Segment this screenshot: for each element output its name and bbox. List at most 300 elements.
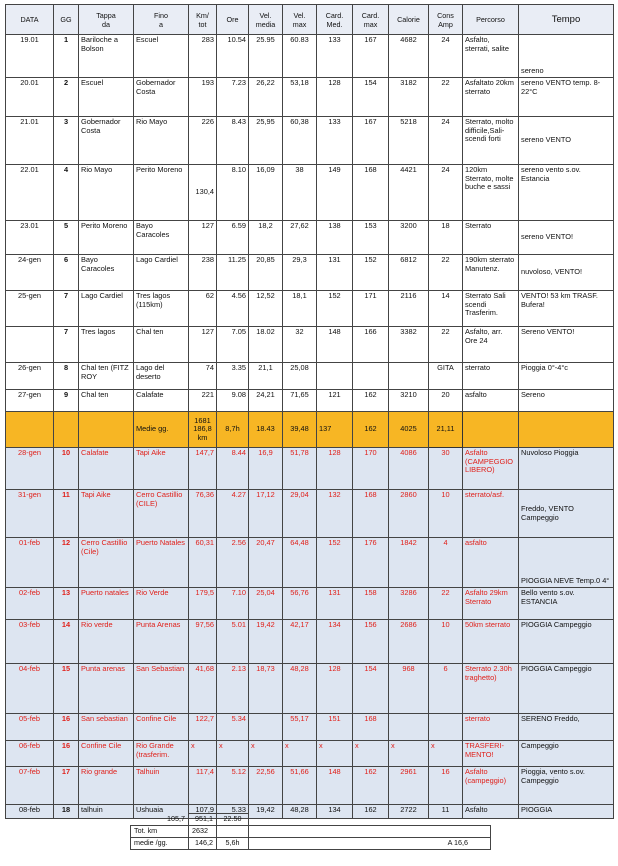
cell-cons: x	[429, 741, 463, 767]
cell-vel-media: 25,95	[249, 117, 283, 165]
cell-vel-max: 53,18	[283, 78, 317, 117]
cell-card-max: 156	[353, 620, 389, 664]
cell-km: 107,9	[189, 805, 217, 819]
cell-percorso: sterrato	[463, 714, 519, 741]
cell-a: Rio Grande (trasferim.	[134, 741, 189, 767]
cell-ore: 9.08	[217, 390, 249, 412]
cell-tempo: PIOGGIA Campeggio	[519, 664, 614, 714]
cell-card-max: 167	[353, 117, 389, 165]
cell-vel-media: 24,21	[249, 390, 283, 412]
cell-percorso: sterrato	[463, 363, 519, 390]
cell-card-med: 134	[317, 620, 353, 664]
cell-card-max: 168	[353, 490, 389, 538]
cell-card-max: 154	[353, 664, 389, 714]
cell-vel-max: 55,17	[283, 714, 317, 741]
cell-calorie	[389, 714, 429, 741]
cell-tempo: Sereno	[519, 390, 614, 412]
cell-calorie: 5218	[389, 117, 429, 165]
cell-cons: 24	[429, 165, 463, 221]
cell-vel-media: 21,1	[249, 363, 283, 390]
cell-calorie: 2686	[389, 620, 429, 664]
cell-vel-max: 48,28	[283, 664, 317, 714]
cell-data: 20.01	[6, 78, 54, 117]
cell-cons: 22	[429, 255, 463, 291]
cell-ore: 6.59	[217, 221, 249, 255]
cell-data: 02-feb	[6, 588, 54, 620]
cell-vel-media: 19,42	[249, 805, 283, 819]
totals-spacer	[249, 814, 491, 826]
tot-km-label: Tot. km	[131, 826, 189, 838]
cell-tempo: PIOGGIA	[519, 805, 614, 819]
cell-vel-max: 60.83	[283, 35, 317, 78]
cell-cons: 22	[429, 78, 463, 117]
cell-card-max: 170	[353, 448, 389, 490]
cell-card-med: 133	[317, 35, 353, 78]
table-row	[6, 714, 614, 741]
table-row	[6, 363, 614, 390]
cell-calorie: 3286	[389, 588, 429, 620]
cell-da: Puerto natales	[79, 588, 134, 620]
cell-a: Lago Cardiel	[134, 255, 189, 291]
tot-km-value: 2632	[189, 826, 217, 838]
cell-vel-max: 18,1	[283, 291, 317, 327]
cell-percorso: Asfalto 29km Sterrato	[463, 588, 519, 620]
cell-da: San sebastian	[79, 714, 134, 741]
header-fino: Fino a	[134, 5, 189, 35]
cell-vel-max: 71,65	[283, 390, 317, 412]
cell-gg: 2	[54, 78, 79, 117]
cell-percorso: Asfalto, arr. Ore 24	[463, 327, 519, 363]
cell-data: 03-feb	[6, 620, 54, 664]
cell-gg: 12	[54, 538, 79, 588]
cell-vel-media: 20,85	[249, 255, 283, 291]
cell-tempo: Pioggia, vento s.ov. Campeggio	[519, 767, 614, 805]
cell-percorso: asfalto	[463, 538, 519, 588]
cell-tempo: Nuvoloso Pioggia	[519, 448, 614, 490]
medie-gg-km: 146,2	[189, 838, 217, 850]
cell-cons: 11	[429, 805, 463, 819]
cell-da: Bayo Caracoles	[79, 255, 134, 291]
cell-gg: 7	[54, 327, 79, 363]
summary-label: Medie gg.	[134, 412, 189, 448]
cell-gg: 1	[54, 35, 79, 78]
table-row	[6, 490, 614, 538]
cell-cons: 24	[429, 35, 463, 78]
cell-vel-max: 38	[283, 165, 317, 221]
cell-a: Chal ten	[134, 327, 189, 363]
cell-km: 221	[189, 390, 217, 412]
summary-empty	[79, 412, 134, 448]
table-row	[6, 588, 614, 620]
cell-da: Rio grande	[79, 767, 134, 805]
cell-gg: 18	[54, 805, 79, 819]
cell-gg: 8	[54, 363, 79, 390]
header-vel-max: Vel. max	[283, 5, 317, 35]
cell-percorso: Sterrato Sali scendi Trasferim.	[463, 291, 519, 327]
cell-calorie: 4086	[389, 448, 429, 490]
cell-card-max: 171	[353, 291, 389, 327]
cell-tempo: PIOGGIA Campeggio	[519, 620, 614, 664]
cell-da: Lago Cardiel	[79, 291, 134, 327]
cell-ore: x	[217, 741, 249, 767]
cell-vel-media: 18.02	[249, 327, 283, 363]
table-row	[6, 664, 614, 714]
cell-ore: 4.56	[217, 291, 249, 327]
cell-km: 238	[189, 255, 217, 291]
cell-da: Chal ten	[79, 390, 134, 412]
cell-km: 74	[189, 363, 217, 390]
cell-calorie: 2860	[389, 490, 429, 538]
cell-ore: 5.12	[217, 767, 249, 805]
cell-km: x	[189, 741, 217, 767]
cell-km: 97,56	[189, 620, 217, 664]
cell-da: Confine Cile	[79, 741, 134, 767]
cell-data: 01-feb	[6, 538, 54, 588]
cell-ore: 10.54	[217, 35, 249, 78]
cell-a: Gobernador Costa	[134, 78, 189, 117]
cell-percorso: Asfaltato 20km sterrato	[463, 78, 519, 117]
cell-card-med	[317, 363, 353, 390]
cell-da: Calafate	[79, 448, 134, 490]
cell-gg: 5	[54, 221, 79, 255]
cell-km: 117,4	[189, 767, 217, 805]
cell-card-med: 152	[317, 538, 353, 588]
cell-ore: 5.34	[217, 714, 249, 741]
cell-calorie: 2722	[389, 805, 429, 819]
cell-card-med: 148	[317, 327, 353, 363]
cell-cons: 30	[429, 448, 463, 490]
summary-km: 1681 186,8 km	[189, 412, 217, 448]
cell-cons: 14	[429, 291, 463, 327]
total-ko: 105,7	[131, 814, 189, 826]
cell-vel-max: 60,38	[283, 117, 317, 165]
cell-card-med: x	[317, 741, 353, 767]
cell-gg: 3	[54, 117, 79, 165]
cell-vel-media: 25.95	[249, 35, 283, 78]
cell-card-med: 131	[317, 255, 353, 291]
header-km: Km/ tot	[189, 5, 217, 35]
summary-calorie: 4025	[389, 412, 429, 448]
cell-percorso: sterrato/asf.	[463, 490, 519, 538]
cell-percorso: TRASFERI-MENTO!	[463, 741, 519, 767]
cell-data: 26-gen	[6, 363, 54, 390]
cell-percorso: Asfalto, sterrati, salite	[463, 35, 519, 78]
cell-vel-media	[249, 714, 283, 741]
cell-percorso: 190km sterrato Manutenz.	[463, 255, 519, 291]
cell-card-max: 176	[353, 538, 389, 588]
medie-gg-amp: A 16,6	[249, 838, 491, 850]
table-row	[6, 78, 614, 117]
cell-calorie: x	[389, 741, 429, 767]
cell-da: Cerro Castillio (Cile)	[79, 538, 134, 588]
cell-km: 193	[189, 78, 217, 117]
cell-calorie: 4682	[389, 35, 429, 78]
cell-tempo: nuvoloso, VENTO!	[519, 255, 614, 291]
cell-km: 226	[189, 117, 217, 165]
cell-tempo: sereno vento s.ov. Estancia	[519, 165, 614, 221]
cell-card-med: 128	[317, 78, 353, 117]
cell-a: Confine Cile	[134, 714, 189, 741]
cell-vel-max: 27,62	[283, 221, 317, 255]
cell-ore: 7.10	[217, 588, 249, 620]
table-row	[6, 35, 614, 78]
cell-km: 130,4	[189, 165, 217, 221]
cell-gg: 10	[54, 448, 79, 490]
cell-card-med: 149	[317, 165, 353, 221]
cell-vel-max: 32	[283, 327, 317, 363]
cell-gg: 16	[54, 741, 79, 767]
cell-card-max	[353, 363, 389, 390]
cell-tempo: Campeggio	[519, 741, 614, 767]
cell-a: Tapi Aike	[134, 448, 189, 490]
cell-card-med: 128	[317, 448, 353, 490]
cell-card-max: 168	[353, 714, 389, 741]
summary-row	[6, 412, 614, 448]
cell-gg: 7	[54, 291, 79, 327]
cell-data: 21.01	[6, 117, 54, 165]
cell-ore: 5.01	[217, 620, 249, 664]
cell-cons: 24	[429, 117, 463, 165]
cell-card-med: 134	[317, 805, 353, 819]
cell-cons: 20	[429, 390, 463, 412]
cell-vel-media: 26,22	[249, 78, 283, 117]
cell-cons: 22	[429, 327, 463, 363]
cell-cons: 10	[429, 490, 463, 538]
cell-a: Lago del deserto	[134, 363, 189, 390]
cell-cons: 22	[429, 588, 463, 620]
summary-empty	[463, 412, 519, 448]
summary-card-med: 137	[317, 412, 353, 448]
cell-card-max: 162	[353, 767, 389, 805]
cell-a: Escuel	[134, 35, 189, 78]
cell-calorie: 6812	[389, 255, 429, 291]
header-data: DATA	[6, 5, 54, 35]
cell-tempo: sereno VENTO!	[519, 221, 614, 255]
header-percorso: Percorso	[463, 5, 519, 35]
cell-ore: 7.05	[217, 327, 249, 363]
cell-ore: 11.25	[217, 255, 249, 291]
cell-data: 19.01	[6, 35, 54, 78]
cell-da: Bariloche a Bolson	[79, 35, 134, 78]
cell-a: Bayo Caracoles	[134, 221, 189, 255]
cell-a: Puerto Natales	[134, 538, 189, 588]
cell-vel-max: 51,78	[283, 448, 317, 490]
medie-gg-label: medie /gg.	[131, 838, 189, 850]
cell-km: 41,68	[189, 664, 217, 714]
cell-da: Gobernador Costa	[79, 117, 134, 165]
cell-da: Rio Mayo	[79, 165, 134, 221]
summary-empty	[6, 412, 54, 448]
cell-calorie: 3200	[389, 221, 429, 255]
table-row	[6, 117, 614, 165]
total-ore: 22.50	[217, 814, 249, 826]
summary-cons: 21,11	[429, 412, 463, 448]
totals-row-1	[131, 814, 491, 826]
summary-empty	[519, 412, 614, 448]
cell-cons: GITA	[429, 363, 463, 390]
cell-card-med: 128	[317, 664, 353, 714]
cell-cons	[429, 714, 463, 741]
cell-tempo: Sereno VENTO!	[519, 327, 614, 363]
cell-a: Ushuaia	[134, 805, 189, 819]
table-row	[6, 741, 614, 767]
cell-km: 122,7	[189, 714, 217, 741]
table-row	[6, 538, 614, 588]
summary-ore: 8,7h	[217, 412, 249, 448]
cell-card-max: 167	[353, 35, 389, 78]
cell-data: 07-feb	[6, 767, 54, 805]
cell-vel-media: 17,12	[249, 490, 283, 538]
cell-vel-media: 22,56	[249, 767, 283, 805]
cell-ore: 8.44	[217, 448, 249, 490]
cell-a: San Sebastian	[134, 664, 189, 714]
cell-ore: 5.33	[217, 805, 249, 819]
cell-data	[6, 327, 54, 363]
cell-vel-max: x	[283, 741, 317, 767]
cell-km: 76,36	[189, 490, 217, 538]
table-row	[6, 291, 614, 327]
cell-percorso: Sterrato 2.30h traghetto)	[463, 664, 519, 714]
cell-km: 127	[189, 221, 217, 255]
cell-card-med: 138	[317, 221, 353, 255]
cell-ore: 2.13	[217, 664, 249, 714]
table-row	[6, 327, 614, 363]
totals-empty	[217, 826, 249, 838]
cell-ore: 2.56	[217, 538, 249, 588]
totals-row-2	[131, 826, 491, 838]
cell-card-med: 152	[317, 291, 353, 327]
table-row	[6, 390, 614, 412]
header-vel-media: Vel. media	[249, 5, 283, 35]
cell-vel-max: 51,66	[283, 767, 317, 805]
cell-percorso: Sterrato, molto difficile,Sali-scendi forti	[463, 117, 519, 165]
cell-tempo: Bello vento s.ov. ESTANCIA	[519, 588, 614, 620]
cell-data: 08-feb	[6, 805, 54, 819]
cell-tempo: sereno VENTO temp. 8-22°C	[519, 78, 614, 117]
cell-ore: 8.10	[217, 165, 249, 221]
cell-ore: 4.27	[217, 490, 249, 538]
summary-empty	[54, 412, 79, 448]
cell-card-max: 162	[353, 390, 389, 412]
cell-da: Perito Moreno	[79, 221, 134, 255]
cell-percorso: Sterrato	[463, 221, 519, 255]
summary-vel-media: 18.43	[249, 412, 283, 448]
cell-gg: 6	[54, 255, 79, 291]
cell-calorie: 968	[389, 664, 429, 714]
cell-data: 23.01	[6, 221, 54, 255]
cell-tempo: SERENO Freddo,	[519, 714, 614, 741]
cell-data: 27-gen	[6, 390, 54, 412]
cell-km: 179,5	[189, 588, 217, 620]
cell-gg: 4	[54, 165, 79, 221]
cell-calorie: 3210	[389, 390, 429, 412]
cell-card-max: 154	[353, 78, 389, 117]
table-row	[6, 165, 614, 221]
totals-row-3	[131, 838, 491, 850]
cell-vel-media: 25,04	[249, 588, 283, 620]
cell-calorie: 2961	[389, 767, 429, 805]
travel-log-table	[5, 4, 614, 819]
cell-card-max: 162	[353, 805, 389, 819]
cell-da: Punta arenas	[79, 664, 134, 714]
cell-cons: 16	[429, 767, 463, 805]
cell-vel-media: 18,73	[249, 664, 283, 714]
cell-vel-media: 20,47	[249, 538, 283, 588]
cell-data: 04-feb	[6, 664, 54, 714]
cell-card-med: 151	[317, 714, 353, 741]
cell-gg: 14	[54, 620, 79, 664]
totals-table	[130, 813, 491, 850]
cell-a: Punta Arenas	[134, 620, 189, 664]
cell-da: Rio verde	[79, 620, 134, 664]
cell-data: 06-feb	[6, 741, 54, 767]
cell-vel-media: 16,9	[249, 448, 283, 490]
cell-calorie: 2116	[389, 291, 429, 327]
cell-calorie: 1842	[389, 538, 429, 588]
cell-vel-media: 12,52	[249, 291, 283, 327]
cell-gg: 13	[54, 588, 79, 620]
cell-calorie: 4421	[389, 165, 429, 221]
table-row	[6, 620, 614, 664]
cell-vel-max: 25,08	[283, 363, 317, 390]
table-row	[6, 221, 614, 255]
cell-percorso: Asfalto	[463, 805, 519, 819]
cell-card-med: 132	[317, 490, 353, 538]
header-cons: Cons Amp	[429, 5, 463, 35]
cell-gg: 16	[54, 714, 79, 741]
header-ore: Ore	[217, 5, 249, 35]
cell-tempo: VENTO! 53 km TRASF. Bufera!	[519, 291, 614, 327]
cell-data: 05-feb	[6, 714, 54, 741]
cell-km: 60,31	[189, 538, 217, 588]
cell-tempo: sereno	[519, 35, 614, 78]
header-row	[6, 5, 614, 35]
cell-a: Talhuin	[134, 767, 189, 805]
cell-percorso: Asfalto (campeggio)	[463, 767, 519, 805]
cell-a: Rio Verde	[134, 588, 189, 620]
cell-ore: 8.43	[217, 117, 249, 165]
cell-card-max: 152	[353, 255, 389, 291]
cell-a: Rio Mayo	[134, 117, 189, 165]
cell-vel-max: 64,48	[283, 538, 317, 588]
cell-gg: 15	[54, 664, 79, 714]
cell-tempo: sereno VENTO	[519, 117, 614, 165]
cell-cons: 6	[429, 664, 463, 714]
totals-block	[130, 813, 490, 850]
header-tappa: Tappa da	[79, 5, 134, 35]
cell-da: talhuin	[79, 805, 134, 819]
cell-km: 62	[189, 291, 217, 327]
table-row	[6, 767, 614, 805]
cell-card-max: 153	[353, 221, 389, 255]
cell-gg: 17	[54, 767, 79, 805]
cell-card-max: x	[353, 741, 389, 767]
total-km: 951,1	[189, 814, 217, 826]
cell-cons: 18	[429, 221, 463, 255]
header-card-med: Card. Med.	[317, 5, 353, 35]
cell-da: Chal ten (FITZ ROY	[79, 363, 134, 390]
cell-tempo: Pioggia 0°-4°c	[519, 363, 614, 390]
cell-km: 283	[189, 35, 217, 78]
cell-vel-media: 18,2	[249, 221, 283, 255]
header-card-max: Card. max	[353, 5, 389, 35]
cell-cons: 4	[429, 538, 463, 588]
cell-a: Cerro Castillio (CILE)	[134, 490, 189, 538]
cell-card-med: 133	[317, 117, 353, 165]
cell-calorie	[389, 363, 429, 390]
cell-vel-max: 48,28	[283, 805, 317, 819]
medie-gg-ore: 5,6h	[217, 838, 249, 850]
